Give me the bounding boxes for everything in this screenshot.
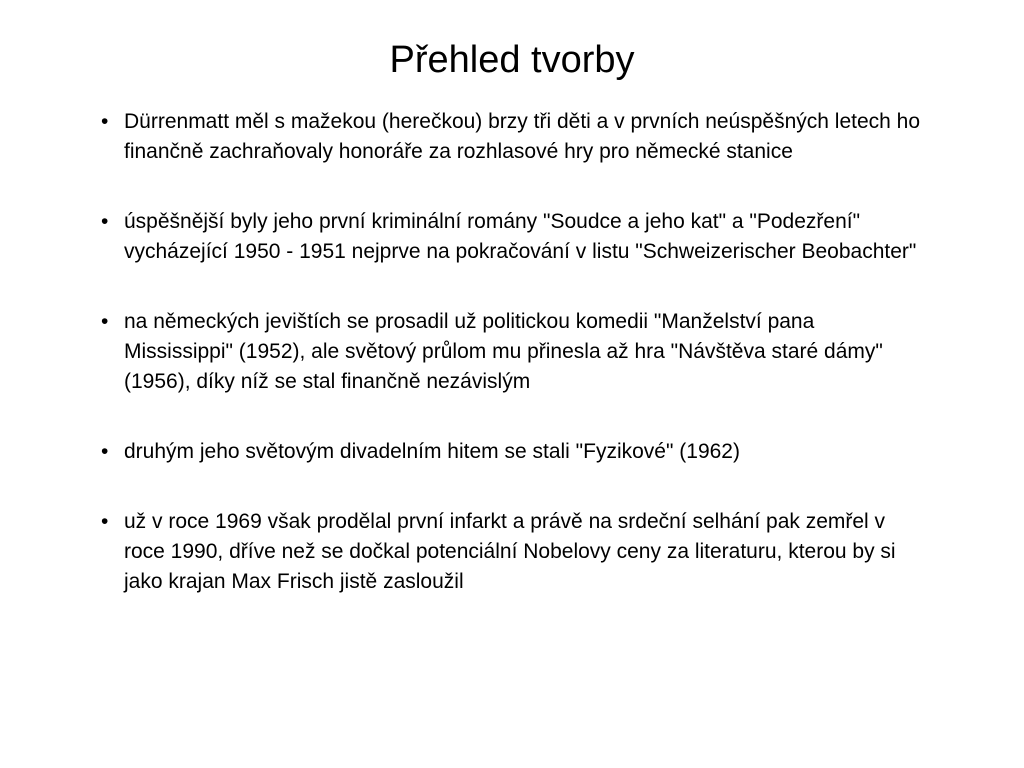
bullet-text: už v roce 1969 však prodělal první infarkt a právě na srdeční selhání pak zemřel v roce 1990, dříve než se dočkal potenciální Nobelovy ceny za literaturu, kterou by si jako krajan Max Frisch jistě zasloužil (124, 510, 896, 593)
bullet-item (97, 107, 927, 167)
bullet-item (97, 507, 927, 597)
bullet-dot-icon: • (101, 110, 109, 133)
bullet-text: druhým jeho světovým divadelním hitem se stali "Fyzikové" (1962) (124, 440, 740, 463)
bullet-text: Dürrenmatt měl s mažekou (herečkou) brzy tři děti a v prvních neúspěšných letech ho finančně zachraňovaly honoráře za rozhlasové hry pro německé stanice (124, 110, 921, 163)
bullet-item (97, 207, 927, 267)
bullet-dot-icon: • (101, 440, 109, 463)
bullet-text: na německých jevištích se prosadil už politickou komedii "Manželství pana Mississippi" (1952), ale světový průlom mu přinesla až hra "Návštěva staré dámy" (1956), díky níž se stal finančně nezávislým (124, 310, 883, 393)
bullet-dot-icon: • (101, 310, 109, 333)
bullet-text: úspěšnější byly jeho první kriminální romány "Soudce a jeho kat" a "Podezření" vycházející 1950 - 1951 nejprve na pokračování v listu "Schweizerischer Beobachter" (124, 210, 917, 263)
slide-title: Přehled tvorby (389, 39, 635, 81)
bullet-list (97, 107, 927, 597)
bullet-item (97, 437, 927, 467)
bullet-item (97, 307, 927, 397)
bullet-dot-icon: • (101, 210, 109, 233)
bullet-dot-icon: • (101, 510, 109, 533)
